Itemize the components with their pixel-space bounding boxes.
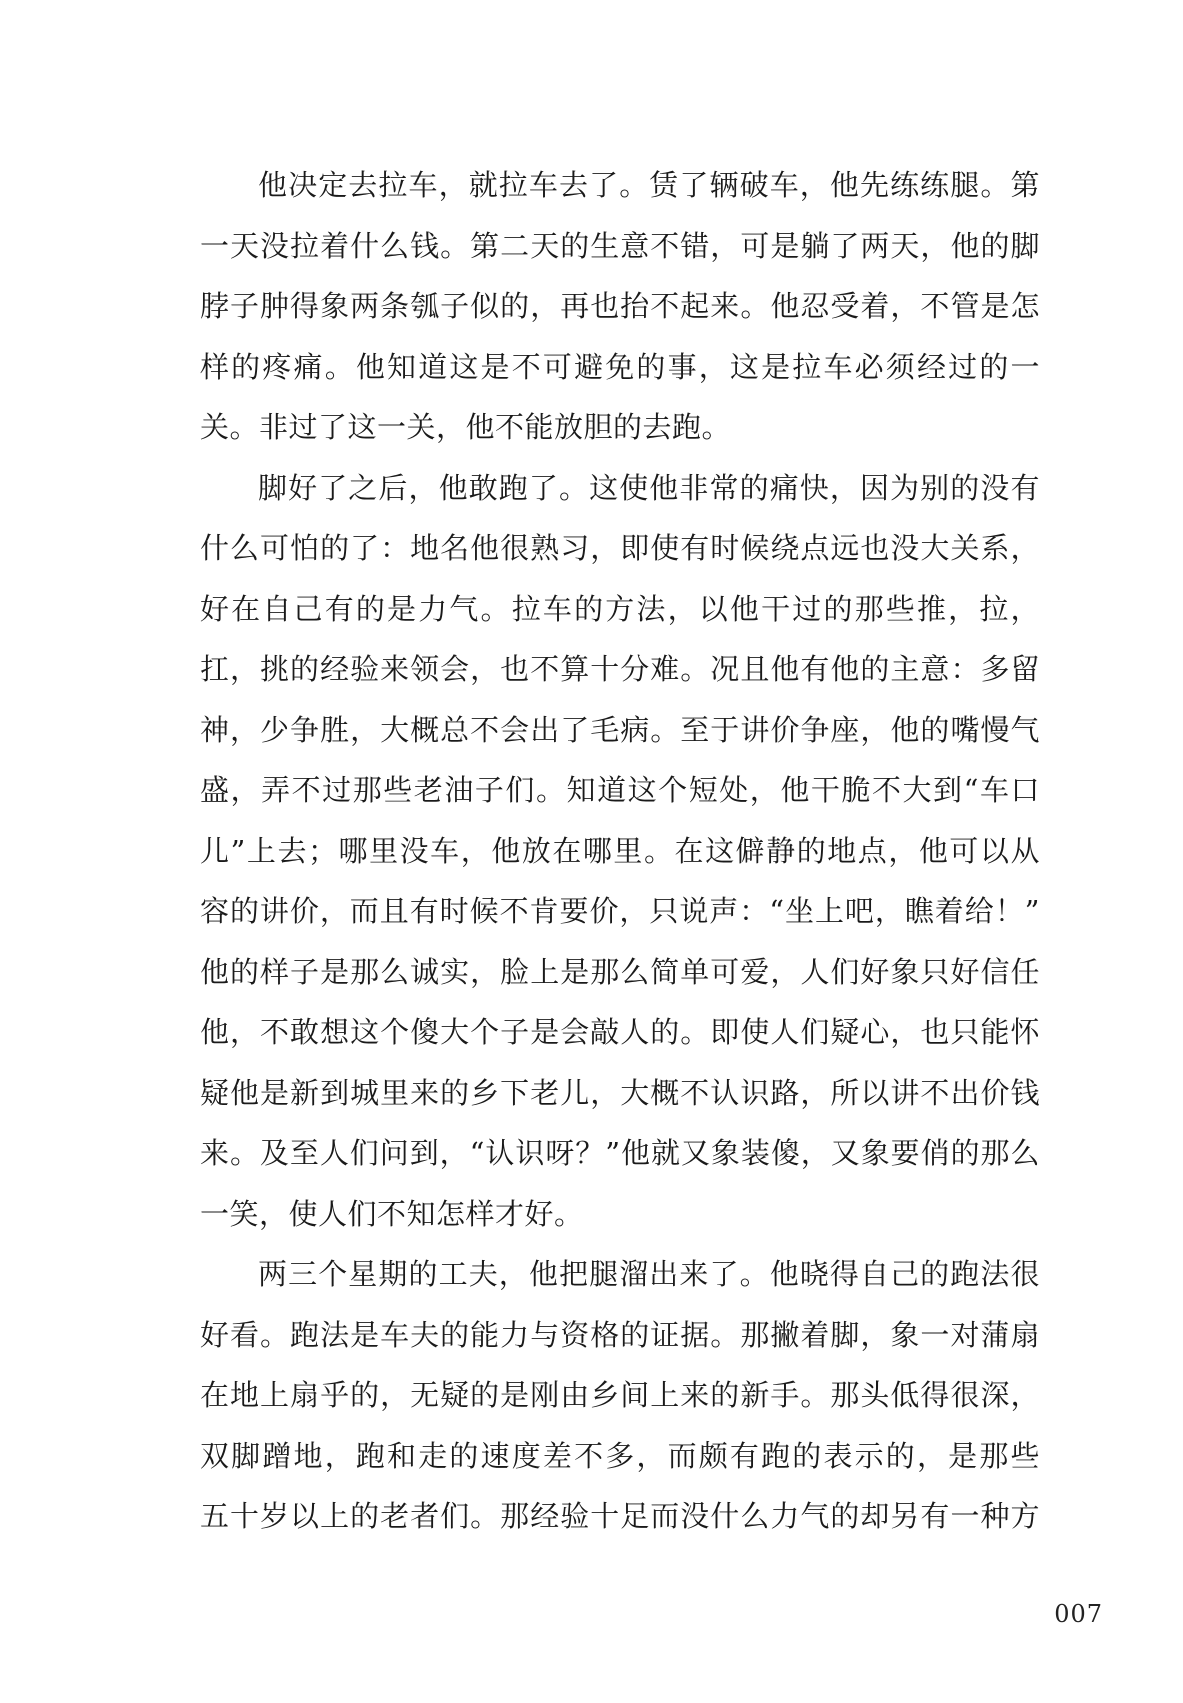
paragraph-1-line-2: 一天没拉着什么钱。第二天的生意不错，可是躺了两天，他的脚 — [200, 228, 1040, 263]
paragraph-3-line-1: 两三个星期的工夫，他把腿溜出来了。他晓得自己的跑法很 — [258, 1257, 1040, 1291]
paragraph-2-line-5: 神，少争胜，大概总不会出了毛病。至于讲价争座，他的嘴慢气 — [200, 712, 1040, 747]
paragraph-2-line-8: 容的讲价，而且有时候不肯要价，只说声：“坐上吧，瞧着给！” — [200, 894, 1040, 928]
paragraph-3-line-2: 好看。跑法是车夫的能力与资格的证据。那撇着脚，象一对蒲扇 — [200, 1317, 1040, 1352]
paragraph-1-line-5: 关。非过了这一关，他不能放胆的去跑。 — [200, 410, 732, 444]
paragraph-2-line-7: 儿”上去；哪里没车，他放在哪里。在这僻静的地点，他可以从 — [200, 833, 1040, 868]
paragraph-2-line-6: 盛，弄不过那些老油子们。知道这个短处，他干脆不大到“车口 — [200, 773, 1040, 807]
paragraph-2-line-2: 什么可怕的了：地名他很熟习，即使有时候绕点远也没大关系， — [200, 531, 1040, 565]
paragraph-2-line-10: 他，不敢想这个傻大个子是会敲人的。即使人们疑心，也只能怀 — [200, 1015, 1040, 1049]
body-text — [200, 155, 1040, 1547]
paragraph-2-line-9: 他的样子是那么诚实，脸上是那么简单可爱，人们好象只好信任 — [200, 954, 1040, 989]
paragraph-2-line-11: 疑他是新到城里来的乡下老儿，大概不认识路，所以讲不出价钱 — [200, 1075, 1040, 1110]
paragraph-1-line-4: 样的疼痛。他知道这是不可避免的事，这是拉车必须经过的一 — [200, 349, 1040, 384]
paragraph-2-line-13: 一笑，使人们不知怎样才好。 — [200, 1196, 584, 1231]
paragraph-2-line-12: 来。及至人们问到，“认识呀？”他就又象装傻，又象要俏的那么 — [200, 1136, 1040, 1170]
paragraph-1-line-1: 他决定去拉车，就拉车去了。赁了辆破车，他先练练腿。第 — [258, 168, 1040, 202]
paragraph-3-line-3: 在地上扇乎的，无疑的是刚由乡间上来的新手。那头低得很深， — [200, 1378, 1040, 1412]
paragraph-2-line-3: 好在自己有的是力气。拉车的方法，以他干过的那些推，拉， — [200, 591, 1040, 626]
paragraph-3-line-5: 五十岁以上的老者们。那经验十足而没什么力气的却另有一种方 — [200, 1499, 1040, 1533]
paragraph-1-line-3: 脖子肿得象两条瓠子似的，再也抬不起来。他忍受着，不管是怎 — [200, 289, 1040, 323]
page-number: 007 — [1054, 1600, 1103, 1628]
paragraph-2-line-4: 扛，挑的经验来领会，也不算十分难。况且他有他的主意：多留 — [200, 652, 1040, 686]
paragraph-3-line-4: 双脚蹭地，跑和走的速度差不多，而颇有跑的表示的，是那些 — [200, 1438, 1040, 1473]
paragraph-2-line-1: 脚好了之后，他敢跑了。这使他非常的痛快，因为别的没有 — [258, 470, 1040, 505]
